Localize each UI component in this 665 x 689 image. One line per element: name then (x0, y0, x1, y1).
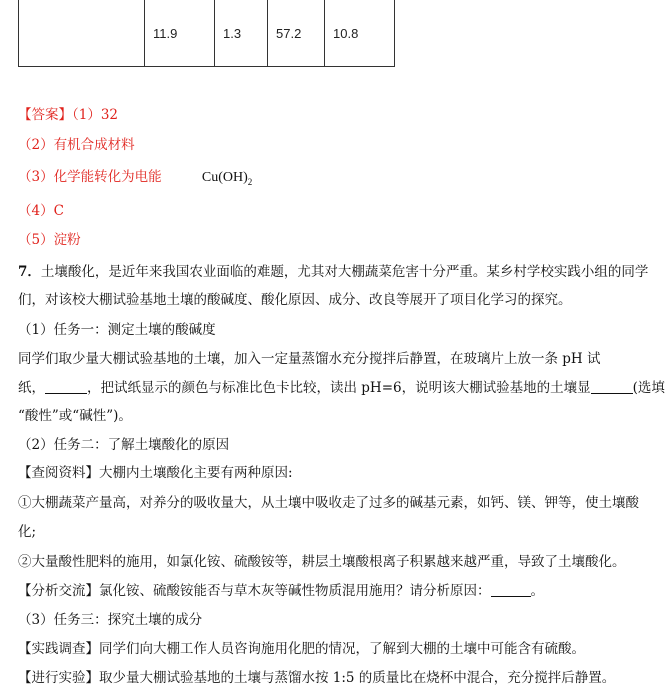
analysis-end: 。 (530, 583, 544, 599)
task-1-text-2b: ，把试纸显示的颜色与标准比色卡比较，读出 pH=6，说明该大棚试验基地的土壤显 (87, 380, 591, 396)
reason-1b: 化; (18, 524, 37, 540)
answer-line-1 (18, 106, 118, 124)
analysis-line (18, 582, 544, 600)
answer-4: （4）C (18, 203, 64, 219)
fill-blank-1[interactable] (45, 379, 87, 394)
reason-2: ②大量酸性肥料的施用，如氯化铵、硫酸铵等，耕层土壤酸根离子积累越来越严重，导致了土壤酸化。 (18, 554, 626, 570)
lookup-text: 【查阅资料】大棚内土壤酸化主要有两种原因: (18, 465, 293, 481)
intro-text-1: 土壤酸化，是近年来我国农业面临的难题，尤其对大棚蔬菜危害十分严重。某乡村学校实践小组的同学 (40, 264, 649, 280)
table-row (19, 0, 395, 67)
formula-base: Cu (201, 170, 219, 185)
answer-5: （5）淀粉 (18, 232, 81, 248)
question-intro-2: 们，对该校大棚试验基地土壤的酸碱度、酸化原因、成分、改良等展开了项目化学习的探究。 (18, 292, 572, 308)
question-number: 7． (18, 264, 41, 280)
answer-tag: 【答案】 (18, 107, 72, 123)
question-intro-1 (18, 263, 648, 281)
fill-blank-2[interactable] (591, 379, 633, 394)
task-1-text-2a: 纸， (18, 380, 45, 396)
experiment-text: 【进行实验】取少量大棚试验基地的土壤与蒸馏水按 1:5 的质量比在烧杯中混合，充分搅拌后静置。 (18, 670, 616, 686)
answer-3-formula (202, 170, 252, 185)
answer-line-3 (18, 168, 252, 191)
answer-1: （1）32 (72, 107, 119, 123)
table-cell: 10.8 (325, 0, 395, 67)
reason-1a: ①大棚蔬菜产量高，对养分的吸收量大，从土壤中吸收走了过多的碱基元素，如钙、镁、钾等，使土壤酸 (18, 495, 639, 511)
table-cell: 11.9 (145, 0, 215, 67)
table-cell: 1.3 (215, 0, 268, 67)
task-1-text-2 (18, 379, 665, 397)
task-3-heading: （3）任务三：探究土壤的成分 (18, 612, 203, 628)
task-1-text-3: “酸性”或“碱性”)。 (18, 408, 132, 424)
task-1-text-2c: (选填 (632, 380, 665, 396)
formula-paren: (OH) (218, 170, 248, 185)
answer-2: （2）有机合成材料 (18, 137, 135, 153)
answer-3: （3）化学能转化为电能 (18, 169, 162, 185)
analysis-text: 【分析交流】氯化铵、硫酸铵能否与草木灰等碱性物质混用施用？请分析原因： (18, 583, 491, 599)
task-1-heading: （1）任务一：测定土壤的酸碱度 (18, 322, 216, 338)
data-table (18, 0, 395, 67)
fill-blank-3[interactable] (491, 582, 531, 597)
survey-text: 【实践调查】同学们向大棚工作人员咨询施用化肥的情况，了解到大棚的土壤中可能含有硫酸。 (18, 641, 585, 657)
task-1-text-1: 同学们取少量大棚试验基地的土壤，加入一定量蒸馏水充分搅拌后静置，在玻璃片上放一条 pH 试 (18, 351, 601, 367)
formula-sub: 2 (247, 176, 253, 187)
table-cell: 57.2 (268, 0, 325, 67)
task-2-heading: （2）任务二：了解土壤酸化的原因 (18, 437, 230, 453)
table-cell (19, 0, 145, 67)
